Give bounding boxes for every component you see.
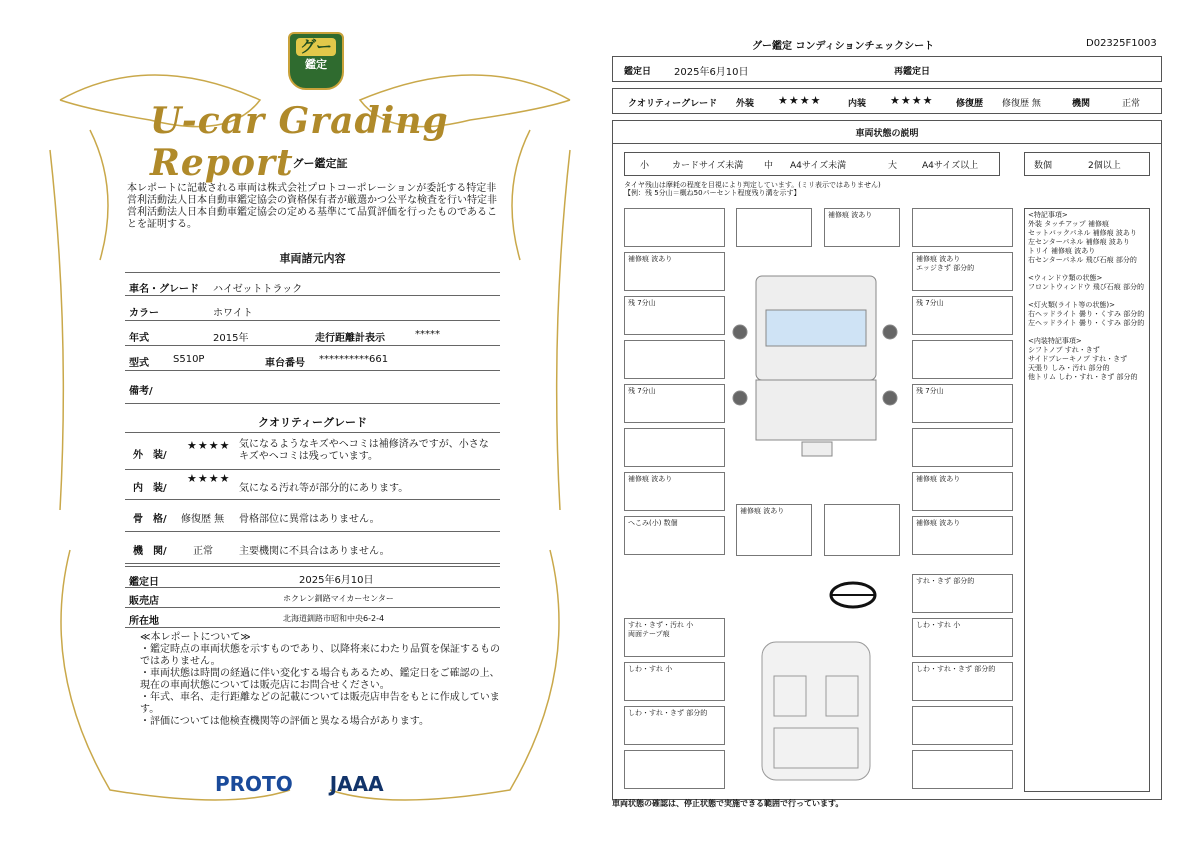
quality-title: クオリティーグレード <box>258 416 367 429</box>
spec-title: 車両諸元内容 <box>279 252 346 265</box>
damage-box <box>624 340 725 379</box>
damage-box <box>912 208 1013 247</box>
sheet-title: グー鑑定 コンディションチェックシート <box>752 41 935 52</box>
jaaa-logo: JAAA <box>329 772 384 796</box>
interior-box: すれ・きず・汚れ 小 両面テープ痕 <box>624 618 725 657</box>
damage-box: 補修痕 波あり エッジきず 部分的 <box>912 252 1013 291</box>
proto-logo: PROTO <box>215 772 293 796</box>
special-notes: <特記事項> 外装 タッチアップ 補修痕 セットバックパネル 補修痕 波あり 左センターパネル 補修痕 波あり トリイ 補修痕 波あり 右センターパネル 飛び石痕 部分的 <ウィンドウ類の状態> フロントウィンドウ 飛び石痕 部分的 <灯火類(ライト等の状態)> 右ヘッドライト 曇り・くすみ 部分的 左ヘッドライト 曇り・くすみ 部分的 <内装特記事項> シフトノブ すれ・きず サイドブレーキノブ すれ・きず 天張り しみ・汚れ 部分的 他トリム しわ・すれ・きず 部分的 <box>1024 208 1150 792</box>
notes: ≪本レポートについて≫ ・鑑定時点の車両状態を示すものであり、以降将来にわたり品質を保証するものではありません。 ・車両状態は時間の経過に伴い変化する場合もあるため、鑑定日をご確認の上、現在の車両状態については販売店にお問合せください。 ・年式、車名、走行距離などの記載については販売店申告をもとに作成しています。 ・評価については他検査機関等の評価と異なる場合があります。 <box>140 632 500 727</box>
row-interior: 内 装/ ★★★★ 気になる汚れ等が部分的にあります。 <box>125 470 500 500</box>
damage-box <box>824 504 900 556</box>
interior-box: しわ・すれ・きず 部分的 <box>624 706 725 745</box>
damage-box: 補修痕 波あり <box>736 504 812 556</box>
interior-box <box>912 750 1013 789</box>
tire-box: 残 7分山 <box>624 296 725 335</box>
row-shop: 販売店 ホクレン釧路マイカーセンター <box>125 588 500 608</box>
damage-box: 補修痕 波あり <box>624 472 725 511</box>
interior-box: すれ・きず 部分的 <box>912 574 1013 613</box>
report-title: U-car Grading Report <box>150 100 449 184</box>
damage-box <box>624 428 725 467</box>
damage-box: へこみ(小) 数個 <box>624 516 725 555</box>
damage-box <box>912 340 1013 379</box>
row-year: 年式 2015年 走行距離計表示 ***** <box>125 322 500 346</box>
interior-top-view <box>756 636 876 786</box>
tire-box: 残 7分山 <box>912 296 1013 335</box>
row-frame: 骨 格/ 修復歴 無 骨格部位に異常はありません。 <box>125 500 500 532</box>
row-date: 鑑定日 2025年6月10日 <box>125 566 500 588</box>
row-engine: 機 関/ 正常 主要機関に不具合はありません。 <box>125 532 500 564</box>
sheet-id: D02325F1003 <box>1086 38 1157 49</box>
damage-box: 補修痕 波あり <box>912 472 1013 511</box>
damage-box: 補修痕 波あり <box>912 516 1013 555</box>
interior-box <box>912 706 1013 745</box>
damage-box <box>912 428 1013 467</box>
goo-kantei-badge: グー 鑑定 <box>288 32 344 90</box>
row-remarks: 備考/ <box>125 372 500 404</box>
condition-sheet: グー鑑定 コンディションチェックシート D02325F1003 鑑定日 2025年6月10日 再鑑定日 クオリティーグレード 外装 ★★★★ 内装 ★★★★ 修復歴 修復歴 無 機関 正常 車両状態の説明 小 カードサイズ未満 中 A4サイズ未満 大 A4サイズ以上 数個 2個以上 タイヤ残山は摩耗の程度を目視により判定しています。(ミリ表示ではありません) 【例：残 5分山＝概ね50パーセント程度残り溝を示す】 補修痕 波あり 補修痕 波あり 補修痕 波あり エッジきず 部分的 残 7分山 残 7分山 残 7分山 残 7分山 補修痕 波あり 補修痕 波あり へこみ(小) 数個 補修痕 波あり 補修痕 波あり すれ・きず 部分的 すれ・きず・汚れ 小 両面テープ痕 しわ・すれ 小 しわ・すれ 小 しわ・すれ・きず 部分的 しわ・すれ・きず 部分的 <特記事項> 外装 タッチアップ 補修痕 セットバックパネル 補修痕 波あり 左センターパネル 補修痕 波あり トリイ 補修痕 波あり 右センターパネル 飛び石痕 部分的 <ウィンドウ類の状態> フロントウィンドウ 飛び石痕 部分的 <灯火類(ライト等の状態)> 右ヘッドライト 曇り・くすみ 部分的 左ヘッドライト 曇り・くすみ 部分的 <内装特記事項> シフトノブ すれ・きず サイドブレーキノブ すれ・きず 天張り しみ・汚れ 部分的 他トリム しわ・すれ・きず 部分的 車両状態の確認は、停止状態で実施できる範囲で行っています。 <box>612 0 1172 848</box>
damage-box: 補修痕 波あり <box>624 252 725 291</box>
cert-text: 本レポートに記載される車両は株式会社プロトコーポレーションが委託する特定非営利活動法人日本自動車鑑定協会の資格保有者が厳選かつ公平な検査を行い特定非営利活動法人日本自動車鑑定協会の定める基準にて品質評価を行ったものであることを証明する。 <box>127 183 497 230</box>
interior-box: しわ・すれ・きず 部分的 <box>912 662 1013 701</box>
tire-box: 残 7分山 <box>912 384 1013 423</box>
row-model: 型式 S510P 車台番号 **********661 <box>125 347 500 371</box>
row-address: 所在地 北海道釧路市昭和中央6-2-4 <box>125 608 500 628</box>
row-exterior: 外 装/ ★★★★ 気になるようなキズやヘコミは補修済みですが、小さなキズやヘコミは残っています。 <box>125 432 500 470</box>
sheet-footer: 車両状態の確認は、停止状態で実施できる範囲で行っています。 <box>612 799 844 808</box>
logos <box>215 772 384 796</box>
steering-wheel-icon <box>828 580 878 610</box>
interior-box: しわ・すれ 小 <box>912 618 1013 657</box>
truck-top-view <box>732 270 902 470</box>
damage-box: 補修痕 波あり <box>824 208 900 247</box>
row-color: カラー ホワイト <box>125 297 500 321</box>
interior-box: しわ・すれ 小 <box>624 662 725 701</box>
cert-title: グー鑑定証 <box>292 157 348 170</box>
row-name: 車名・グレード ハイゼットトラック <box>125 272 500 296</box>
damage-box <box>624 208 725 247</box>
tire-box: 残 7分山 <box>624 384 725 423</box>
damage-box <box>736 208 812 247</box>
interior-box <box>624 750 725 789</box>
